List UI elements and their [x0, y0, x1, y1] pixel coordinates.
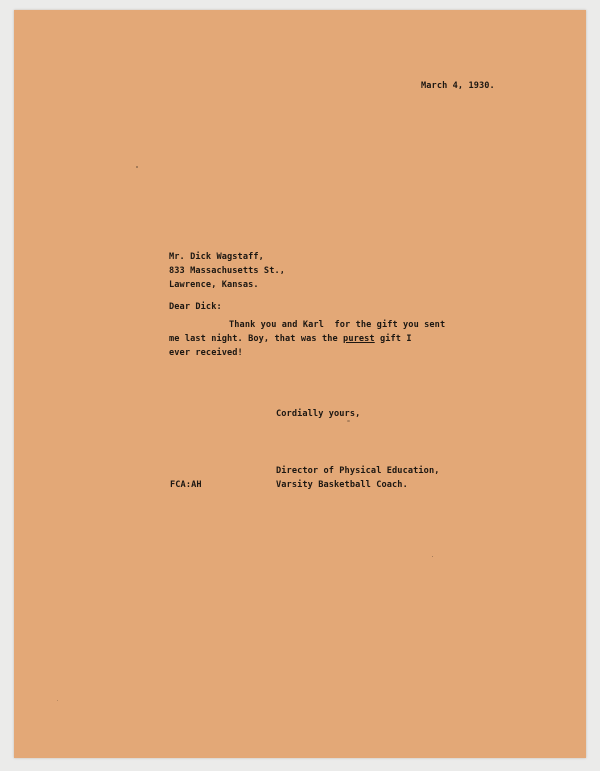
- signature-title-1: Director of Physical Education,: [276, 466, 440, 476]
- paper-speck: [347, 420, 350, 422]
- signature-title-2: Varsity Basketball Coach.: [276, 480, 408, 490]
- paper-speck: [57, 700, 58, 701]
- paper-speck: [136, 166, 138, 168]
- address-line-2: 833 Massachusetts St.,: [169, 266, 286, 276]
- body-line-1: Thank you and Karl for the gift you sent: [229, 320, 446, 330]
- address-line-1: Mr. Dick Wagstaff,: [169, 252, 264, 262]
- typist-initials: FCA:AH: [170, 480, 202, 490]
- letter-date: March 4, 1930.: [421, 81, 495, 91]
- letter-page: [14, 10, 586, 758]
- salutation: Dear Dick:: [169, 302, 222, 312]
- body-line-2-end: gift I: [374, 334, 412, 344]
- underlined-word: purest: [343, 334, 375, 344]
- body-line-2: [169, 332, 412, 346]
- paper-speck: [432, 556, 433, 557]
- address-line-3: Lawrence, Kansas.: [169, 280, 259, 290]
- body-line-2-start: me last night. Boy, that was the: [169, 334, 344, 344]
- closing: Cordially yours,: [276, 409, 361, 419]
- body-line-3: ever received!: [169, 348, 243, 358]
